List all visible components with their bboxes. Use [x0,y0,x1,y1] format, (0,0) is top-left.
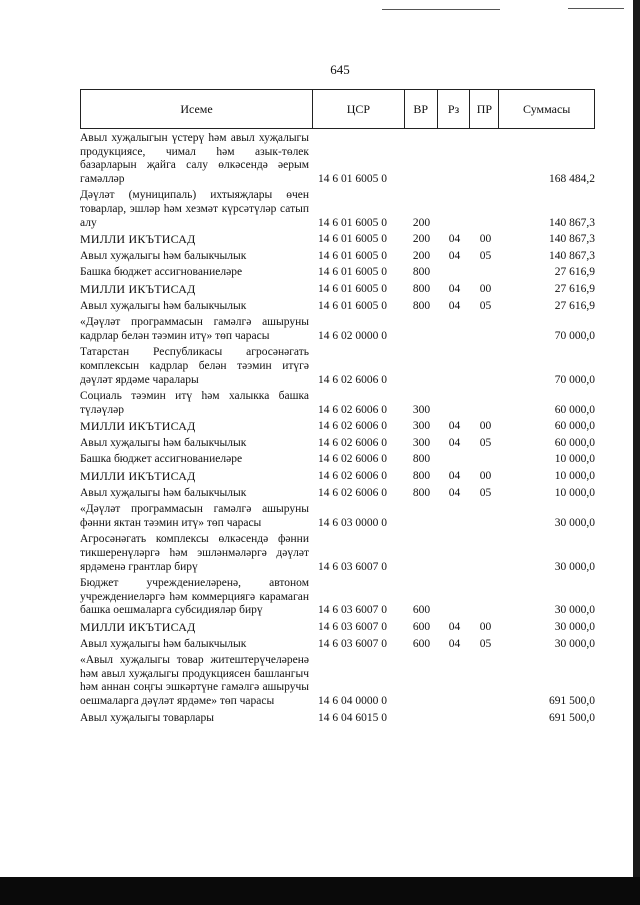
cell-sum: 10 000,0 [554,486,595,499]
cell-rz: 04 [448,621,461,633]
cell-csr: 14 6 03 6007 0 [318,560,387,573]
cell-sum: 70 000,0 [554,373,595,386]
cell-name: «Авыл хуҗалыгы товар житештерүчеләренә һәм авыл хуҗалыгы продукциясен башлангыч һәм аннан соңгы эшкәртүне гамәлгә ашыручы оешмаларга дәүләт ярдәме» төп чарасы [80,654,309,707]
cell-vr: 800 [412,299,431,312]
table-row [80,712,595,726]
cell-name: «Дәүләт программасын гамәлгә ашыруны кадрлар белән тәэмин итү» төп чарасы [80,316,309,342]
cell-sum: 60 000,0 [554,420,595,433]
cell-rz: 04 [448,470,461,483]
cell-sum: 60 000,0 [554,436,595,449]
cell-vr: 200 [412,216,431,229]
cell-csr: 14 6 04 6015 0 [318,711,387,724]
header-csr: ЦСР [313,90,405,128]
cell-name: Татарстан Республикасы агросәнәгать комплексын кадрлар белән тәэмин итүгә дәүләт ярдәме чаралары [80,346,309,386]
cell-pr: 05 [479,299,492,312]
cell-sum: 30 000,0 [554,516,595,529]
cell-sum: 140 867,3 [549,233,595,246]
cell-sum: 140 867,3 [549,249,595,262]
cell-vr: 300 [412,436,431,449]
table-header [80,89,595,129]
cell-sum: 60 000,0 [554,403,595,416]
table-row [80,654,595,708]
table-row [80,577,595,618]
scan-edge [633,0,640,877]
cell-csr: 14 6 03 6007 0 [318,604,387,617]
header-rz: Рз [438,90,471,128]
scan-bottom-bar [0,877,640,905]
cell-csr: 14 6 02 6006 0 [318,420,387,433]
page-number: 645 [330,62,350,77]
table-row [80,346,595,387]
cell-name: Дәүләт (муниципаль) ихтыяҗлары өчен товарлар, эшләр һәм хезмәт күрсәтүләр сатып алу [80,189,309,229]
cell-pr: 00 [479,621,492,633]
table-row [80,189,595,230]
cell-sum: 27 616,9 [554,299,595,312]
cell-rz: 04 [448,486,461,499]
cell-csr: 14 6 03 6007 0 [318,621,387,633]
table-row [80,390,595,417]
cell-csr: 14 6 03 6007 0 [318,637,387,650]
cell-csr: 14 6 02 6006 0 [318,436,387,449]
cell-vr: 800 [412,486,431,499]
cell-csr: 14 6 01 6005 0 [318,172,387,185]
table-body [80,132,595,725]
cell-rz: 04 [448,420,461,433]
cell-sum: 27 616,9 [554,282,595,295]
table-row [80,250,595,264]
table-row [80,503,595,530]
cell-name: МИЛЛИ ИКЪТИСАД [80,419,196,434]
cell-pr: 00 [479,282,492,295]
cell-csr: 14 6 01 6005 0 [318,266,387,279]
cell-pr: 05 [479,637,492,650]
cell-name: Бюджет учреждениеләренә, автоном учреждениеләргә һәм коммерциягә карамаган башка оешмаларга субсидияләр бирү [80,577,309,617]
cell-vr: 600 [412,604,431,617]
cell-sum: 691 500,0 [549,694,595,707]
cell-name: Башка бюджет ассигнованиеләре [80,266,243,279]
cell-rz: 04 [448,282,461,295]
cell-vr: 800 [412,282,431,295]
cell-csr: 14 6 01 6005 0 [318,299,387,312]
cell-vr: 800 [412,266,431,279]
cell-name: Авыл хуҗалыгы һәм балыкчылык [80,486,247,499]
header-pr: ПР [470,90,499,128]
cell-vr: 600 [412,621,431,633]
cell-sum: 140 867,3 [549,216,595,229]
cell-rz: 04 [448,249,461,262]
cell-sum: 70 000,0 [554,329,595,342]
table-row [80,266,595,280]
cell-csr: 14 6 02 6006 0 [318,470,387,483]
cell-csr: 14 6 02 6006 0 [318,486,387,499]
cell-csr: 14 6 01 6005 0 [318,282,387,295]
cell-name: МИЛЛИ ИКЪТИСАД [80,232,196,247]
cell-csr: 14 6 02 0000 0 [318,329,387,342]
cell-pr: 00 [479,233,492,246]
cell-vr: 800 [412,470,431,483]
cell-csr: 14 6 01 6005 0 [318,249,387,262]
cell-vr: 300 [412,403,431,416]
cell-name: Агросәнәгать комплексы өлкәсендә фәнни тикшеренүләргә һәм эшләнмәләргә дәүләт ярдәменә грантлар бирү [80,533,309,573]
cell-sum: 10 000,0 [554,453,595,466]
cell-csr: 14 6 04 0000 0 [318,694,387,707]
header-name: Исеме [81,90,313,128]
cell-csr: 14 6 01 6005 0 [318,233,387,246]
cell-name: Авыл хуҗалыгы һәм балыкчылык [80,436,247,449]
cell-name: Авыл хуҗалыгын үстерү һәм авыл хуҗалыгы продукциясе, чимал һәм азык-төлек базарларын җайга салу өлкәсендә әерым гамәлләр [80,132,309,185]
cell-pr: 05 [479,436,492,449]
table-row [80,638,595,652]
cell-sum: 30 000,0 [554,604,595,617]
cell-name: Авыл хуҗалыгы һәм балыкчылык [80,637,247,650]
cell-name: Авыл хуҗалыгы һәм балыкчылык [80,249,247,262]
cell-name: Авыл хуҗалыгы товарлары [80,711,214,724]
cell-vr: 600 [412,637,431,650]
cell-name: «Дәүләт программасын гамәлгә ашыруны фәнни яктан тәэмин итү» төп чарасы [80,503,309,529]
cell-sum: 30 000,0 [554,621,595,633]
table-row [80,300,595,314]
cell-vr: 300 [412,420,431,433]
cell-rz: 04 [448,299,461,312]
cell-vr: 200 [412,249,431,262]
cell-rz: 04 [448,436,461,449]
cell-sum: 10 000,0 [554,470,595,483]
cell-pr: 05 [479,486,492,499]
cell-sum: 30 000,0 [554,637,595,650]
cell-csr: 14 6 01 6005 0 [318,216,387,229]
table-row [80,470,595,484]
table-row [80,420,595,434]
table-row [80,453,595,467]
cell-sum: 168 484,2 [549,172,595,185]
cell-rz: 04 [448,233,461,246]
cell-name: МИЛЛИ ИКЪТИСАД [80,281,196,296]
table-row [80,621,595,635]
cell-pr: 05 [479,249,492,262]
cell-csr: 14 6 02 6006 0 [318,373,387,386]
cell-name: Социаль тәэмин итү һәм халыкка башка түләүләр [80,390,309,416]
table-row [80,132,595,186]
table-row [80,487,595,501]
scan-mark [568,8,624,9]
cell-csr: 14 6 02 6006 0 [318,453,387,466]
cell-rz: 04 [448,637,461,650]
cell-csr: 14 6 02 6006 0 [318,403,387,416]
cell-name: Башка бюджет ассигнованиеләре [80,453,243,466]
table-row [80,283,595,297]
cell-pr: 00 [479,470,492,483]
cell-sum: 30 000,0 [554,560,595,573]
cell-vr: 800 [412,453,431,466]
table-row [80,437,595,451]
cell-name: МИЛЛИ ИКЪТИСАД [80,469,196,484]
cell-name: МИЛЛИ ИКЪТИСАД [80,620,196,634]
header-sum: Суммасы [523,101,571,116]
cell-name: Авыл хуҗалыгы һәм балыкчылык [80,299,247,312]
cell-pr: 00 [479,420,492,433]
table-row [80,316,595,343]
table-row [80,533,595,574]
cell-csr: 14 6 03 0000 0 [318,516,387,529]
cell-sum: 27 616,9 [554,266,595,279]
budget-table [80,89,595,725]
cell-sum: 691 500,0 [549,711,595,724]
scan-mark [382,9,500,10]
table-row [80,233,595,247]
cell-vr: 200 [412,233,431,246]
header-vr: ВР [405,90,438,128]
